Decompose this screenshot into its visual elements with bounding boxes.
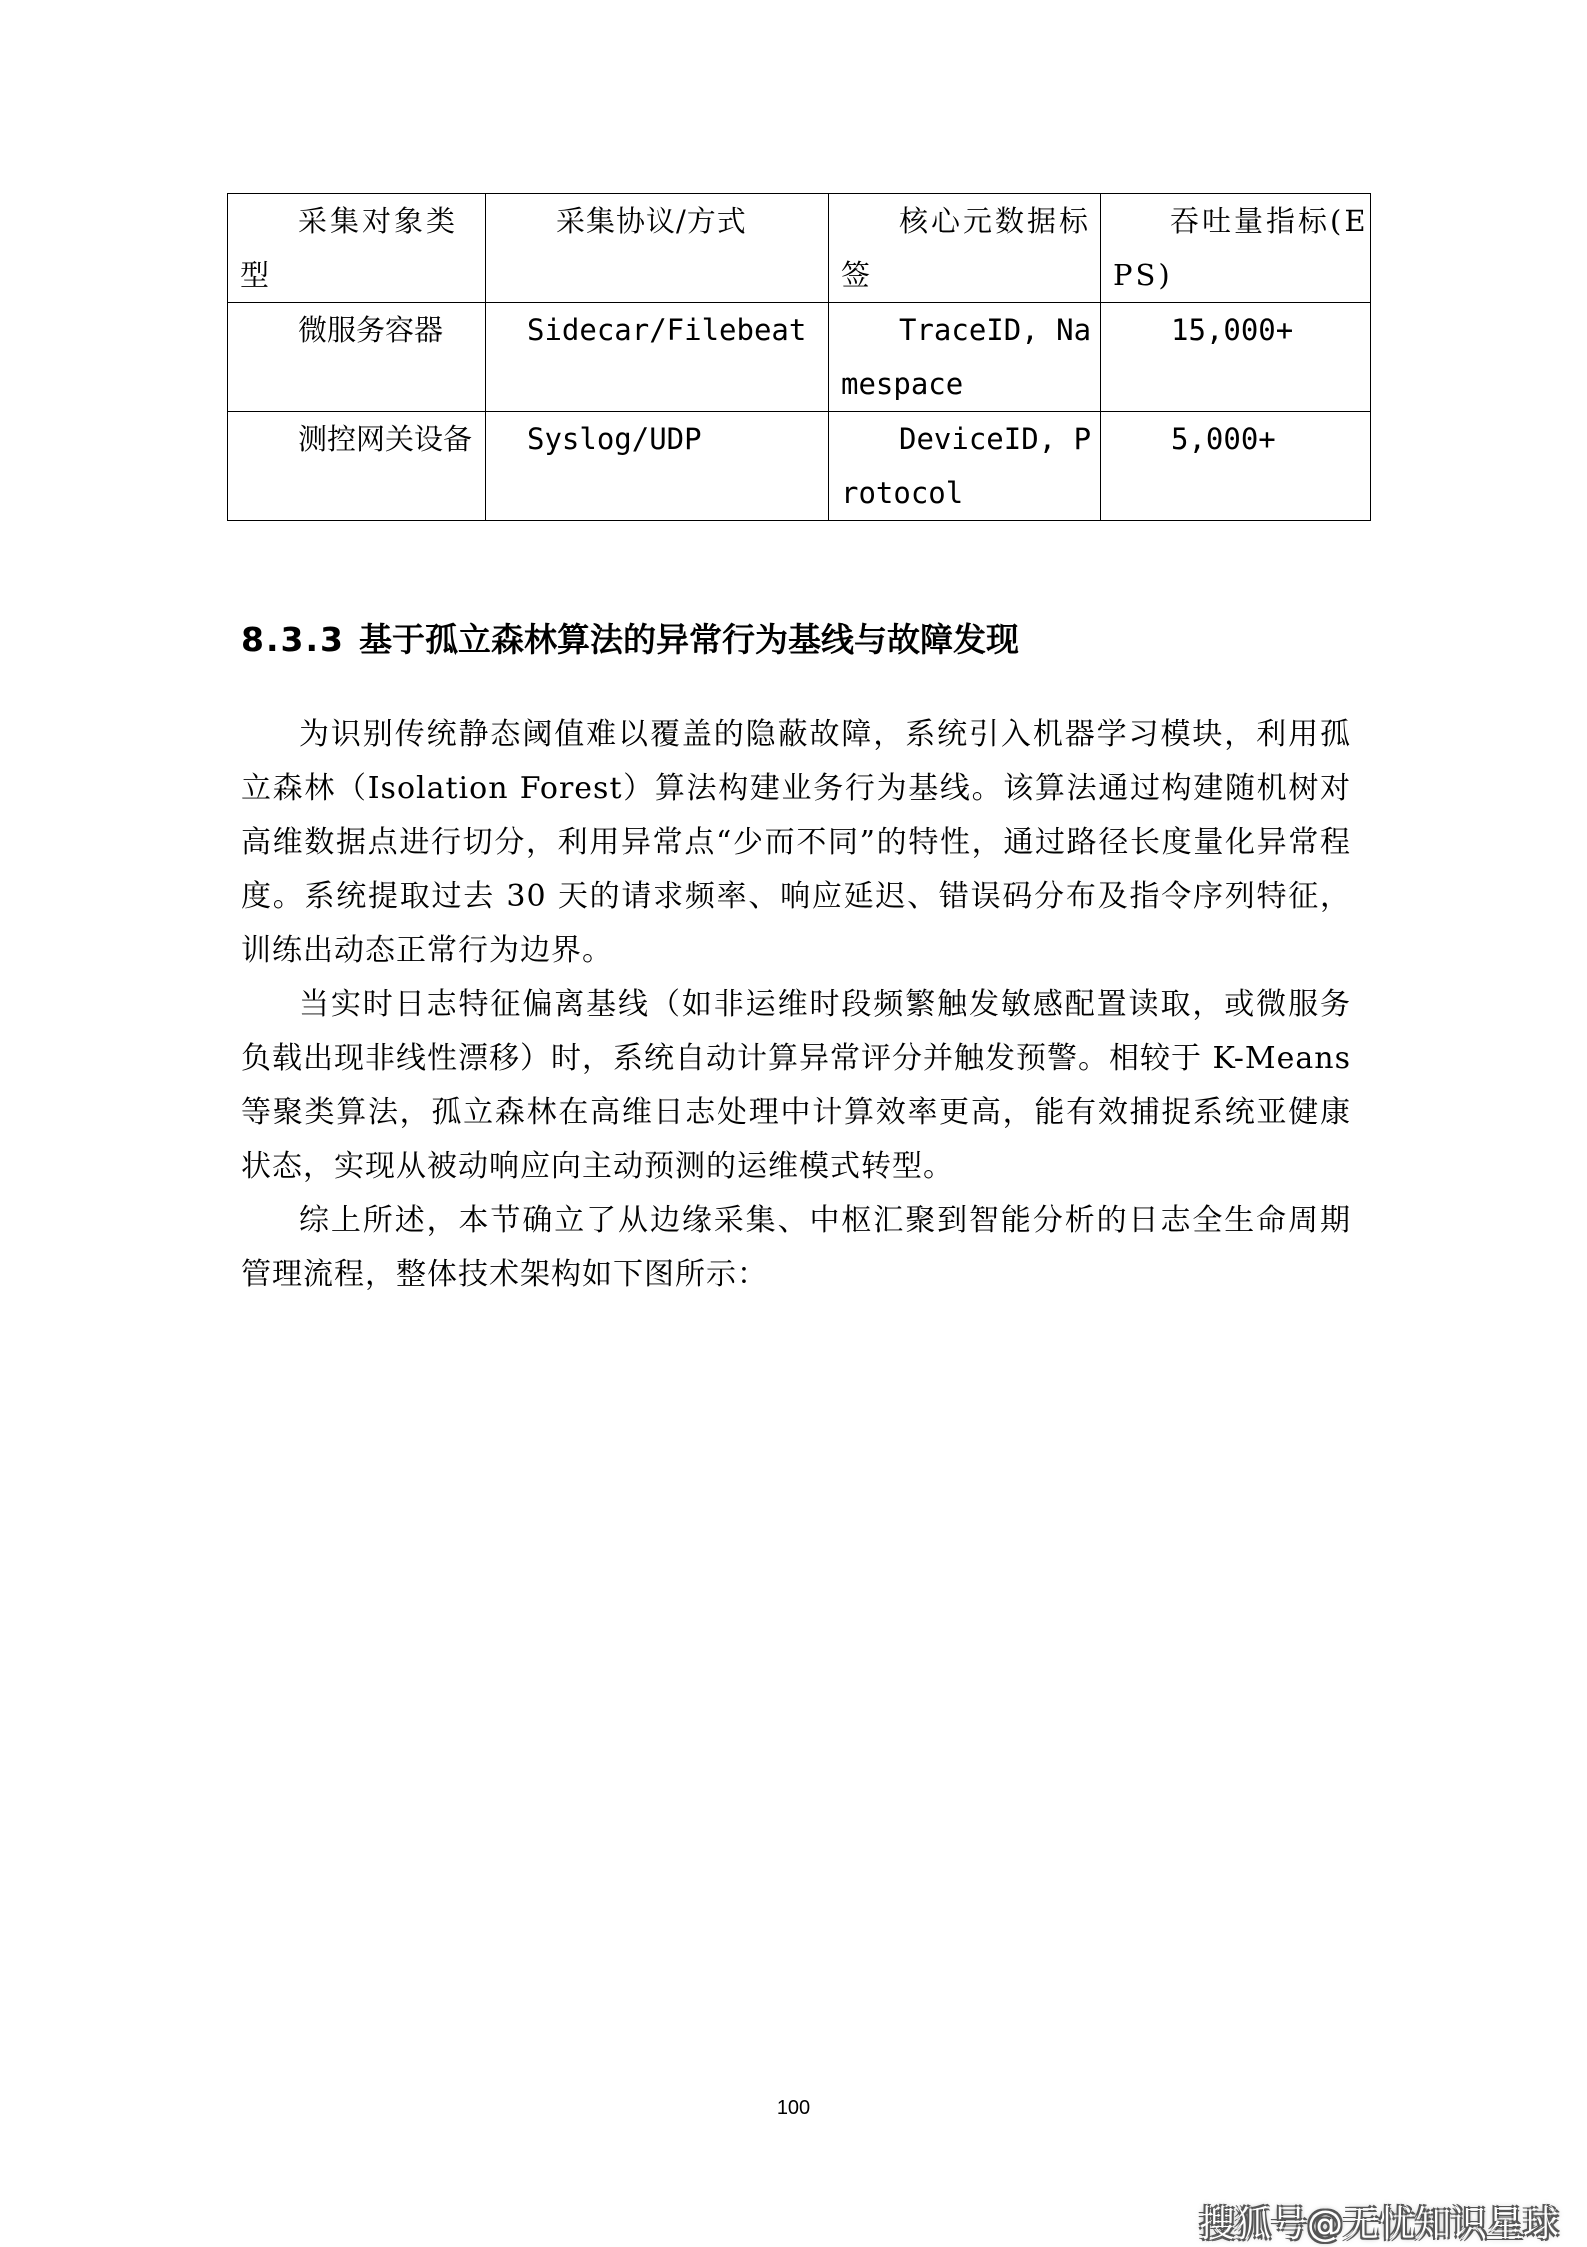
table-cell-target: 微服务容器 [228,303,486,412]
paragraph: 综上所述，本节确立了从边缘采集、中枢汇聚到智能分析的日志全生命周期管理流程，整体技术架构如下图所示： [241,1203,1351,1292]
table-cell-metadata: DeviceID, Protocol [829,412,1101,521]
page-number: 100 [776,2097,811,2119]
header-cell-metadata: 核心元数据标签 [829,194,1101,303]
section-title: 基于孤立森林算法的异常行为基线与故障发现 [358,620,1019,659]
table-cell-protocol: Sidecar/Filebeat [486,303,829,412]
table-cell-target: 测控网关设备 [228,412,486,521]
table-cell-metadata: TraceID, Namespace [829,303,1101,412]
table-cell-protocol: Syslog/UDP [486,412,829,521]
header-cell-throughput: 吞吐量指标(EPS) [1101,194,1371,303]
table-cell-throughput: 15,000+ [1101,303,1371,412]
table-row [228,303,1371,412]
table-cell-throughput: 5,000+ [1101,412,1371,521]
paragraph: 当实时日志特征偏离基线（如非运维时段频繁触发敏感配置读取，或微服务负载出现非线性漂移）时，系统自动计算异常评分并触发预警。相较于 K-Means 等聚类算法，孤立森林在高维日志处理中计算效率更高，能有效捕捉系统亚健康状态，实现从被动响应向主动预测的运维模式转型。 [241,987,1351,1184]
section-number: 8.3.3 [241,620,345,659]
header-cell-target-type: 采集对象类型 [228,194,486,303]
paragraph: 为识别传统静态阈值难以覆盖的隐蔽故障，系统引入机器学习模块，利用孤立森林（Isolation Forest）算法构建业务行为基线。该算法通过构建随机树对高维数据点进行切分，利用异常点“少而不同”的特性，通过路径长度量化异常程度。系统提取过去 30 天的请求频率、响应延迟、错误码分布及指令序列特征，训练出动态正常行为边界。 [241,717,1351,968]
header-cell-protocol: 采集协议/方式 [486,194,829,303]
watermark: 搜狐号@无忧知识星球 [1198,2204,1559,2245]
data-collection-table [227,193,1371,521]
table-row [228,412,1371,521]
body-text [241,708,1351,1302]
section-heading [241,618,1019,662]
table-header-row [228,194,1371,303]
